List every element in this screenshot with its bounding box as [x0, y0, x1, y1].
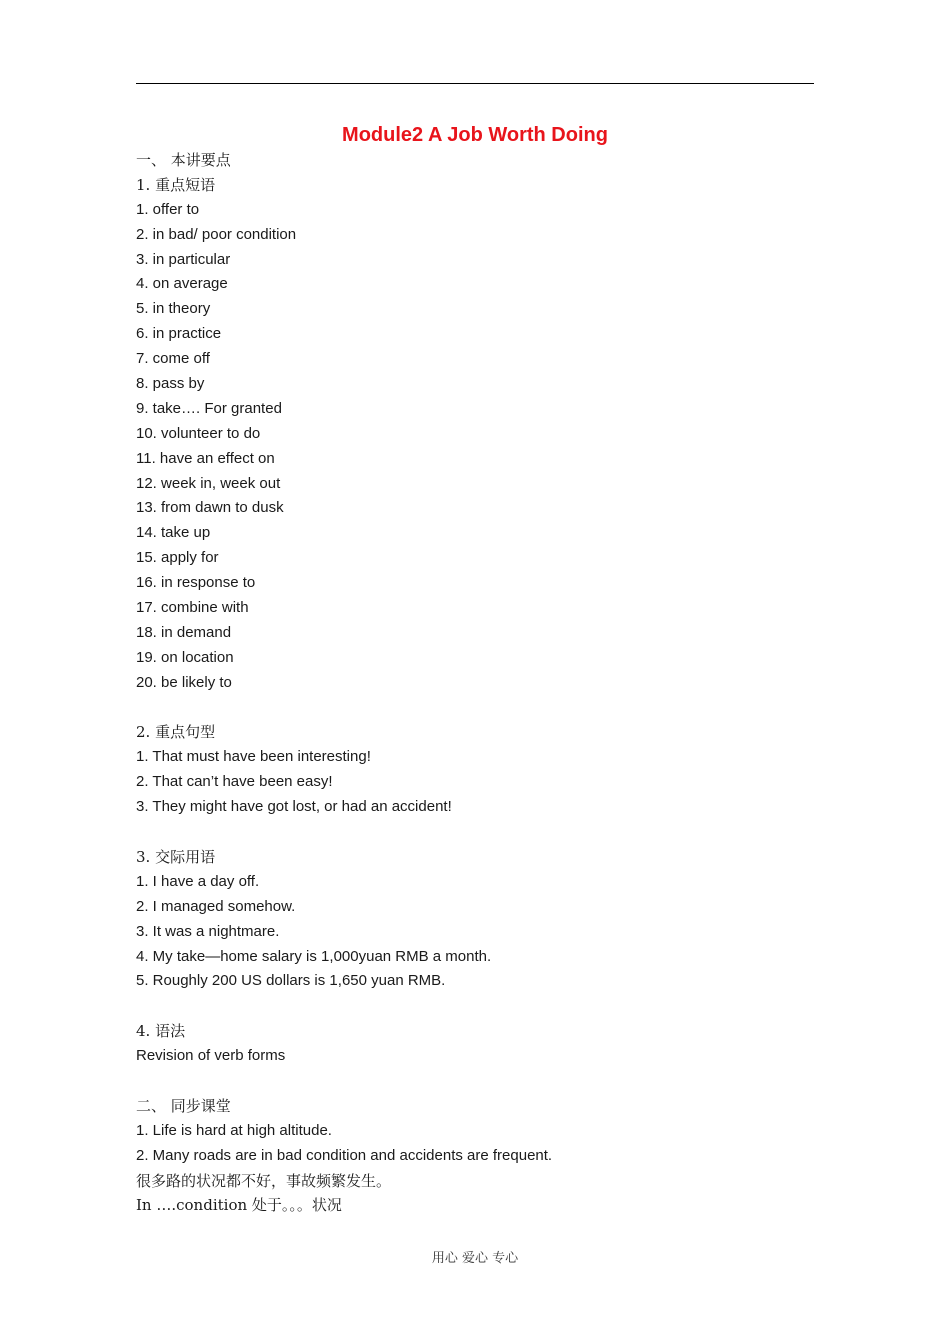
phrase-item: 11. have an effect on: [136, 449, 275, 467]
phrase-item: 9. take…. For granted: [136, 399, 282, 417]
expressions-list: [136, 870, 816, 994]
header-rule: [136, 83, 814, 84]
sync-item: In ….condition 处于。。。状况: [136, 1196, 342, 1215]
expression-item: 3. It was a nightmare.: [136, 922, 280, 940]
phrase-item: 2. in bad/ poor condition: [136, 225, 297, 243]
phrase-item: 20. be likely to: [136, 673, 232, 691]
sync-item: 2. Many roads are in bad condition and accidents are frequent.: [136, 1146, 553, 1164]
phrase-item: 12. week in, week out: [136, 474, 281, 492]
document-body: [136, 148, 816, 1218]
sentence-item: 3. They might have got lost, or had an accident!: [136, 798, 452, 816]
grammar-text: Revision of verb forms: [136, 1047, 286, 1065]
section-heading-1: 一、 本讲要点: [136, 151, 231, 169]
phrase-item: 3. in particular: [136, 250, 231, 268]
spacer: [136, 1069, 816, 1094]
sentence-item: 2. That can’t have been easy!: [136, 773, 333, 791]
sentences-list: [136, 745, 816, 820]
phrase-item: 15. apply for: [136, 549, 219, 567]
phrase-item: 1. offer to: [136, 200, 200, 218]
sync-item: 很多路的状况都不好，事故频繁发生。: [136, 1171, 392, 1190]
expression-item: 2. I managed somehow.: [136, 897, 296, 915]
spacer: [136, 696, 816, 721]
phrase-item: 16. in response to: [136, 574, 256, 592]
expression-item: 5. Roughly 200 US dollars is 1,650 yuan RMB.: [136, 972, 446, 990]
phrase-item: 14. take up: [136, 524, 211, 542]
sync-item: 1. Life is hard at high altitude.: [136, 1121, 332, 1139]
sentences-heading: 2. 重点句型: [136, 723, 216, 742]
phrase-item: 18. in demand: [136, 623, 232, 641]
page-footer: 用心 爱心 专心: [431, 1251, 519, 1266]
phrase-item: 7. come off: [136, 350, 210, 368]
phrase-item: 4. on average: [136, 275, 228, 293]
phrase-item: 5. in theory: [136, 300, 211, 318]
phrase-item: 8. pass by: [136, 375, 205, 393]
section-heading-2: 二、 同步课堂: [136, 1096, 231, 1115]
expression-item: 4. My take—home salary is 1,000yuan RMB a month.: [136, 947, 492, 965]
grammar-heading: 4. 语法: [136, 1022, 186, 1041]
spacer: [136, 820, 816, 845]
phrase-item: 6. in practice: [136, 325, 222, 343]
phrase-item: 17. combine with: [136, 599, 249, 617]
sync-list: [136, 1119, 816, 1219]
spacer: [136, 994, 816, 1019]
phrases-heading: 1. 重点短语: [136, 175, 216, 194]
expression-item: 1. I have a day off.: [136, 872, 260, 890]
sentence-item: 1. That must have been interesting!: [136, 748, 371, 766]
phrase-item: 19. on location: [136, 648, 234, 666]
expressions-heading: 3. 交际用语: [136, 847, 216, 866]
phrases-list: [136, 198, 816, 696]
phrase-item: 10. volunteer to do: [136, 424, 261, 442]
phrase-item: 13. from dawn to dusk: [136, 499, 284, 517]
document-title: Module2 A Job Worth Doing: [342, 124, 608, 146]
